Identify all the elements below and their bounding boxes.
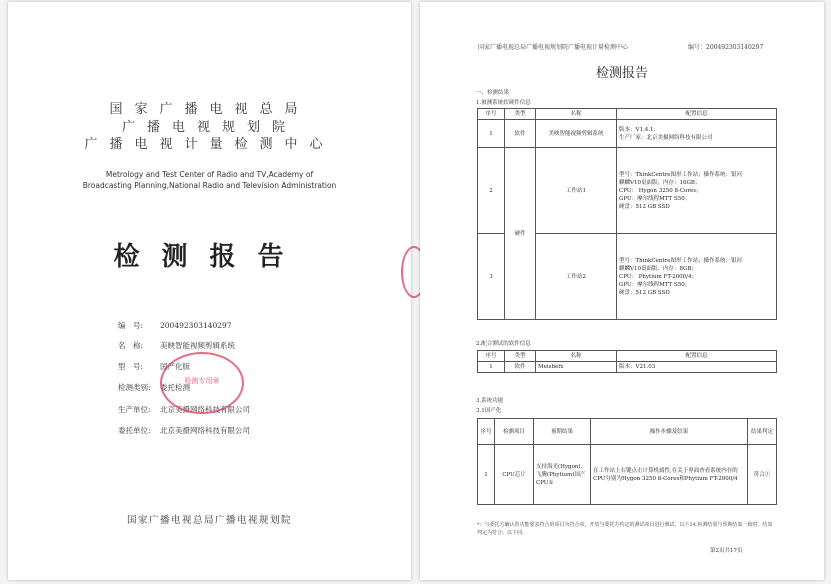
section-support-sw: 2.配合测试的软件信息	[476, 341, 531, 347]
report-title: 检测报告	[595, 66, 648, 81]
field-model: 型 号: 国产化版	[118, 362, 190, 371]
org-line-1: 国家广播电视总局	[109, 102, 310, 117]
section-hw-sw-info: 1.被测系统软硬件信息	[476, 100, 531, 106]
section-functions: 3.系统功能	[476, 398, 504, 404]
field-client: 委托单位: 北京美摄网络科技有限公司	[118, 426, 250, 435]
table-row: 1 软件 美映智能视频剪辑系统 版本：V1.4.1； 生产厂家：北京美摄网络科技有限公司	[478, 120, 777, 148]
official-seal: 检测专用章	[160, 352, 244, 414]
org-line-2: 广播电视规划院	[121, 120, 297, 135]
footnote: *：与委托方确认的功能要求符合的项目为符合项，开放与委托方约定的测试项目进行测试，以下14.检测结果与预期结果一致时，结果判定为符合；以下同。	[477, 522, 773, 536]
page-number: 第2页共17页	[710, 548, 743, 554]
table-hw-sw	[477, 108, 777, 320]
table-header-row: 序号 检测项目 预期结果 操作步骤及结果 结果判定	[478, 419, 777, 445]
english-org-line-1: Metrology and Test Center of Radio and TV,Academy of	[105, 170, 314, 179]
header-number: 编号：200492303140297	[688, 44, 764, 51]
table-row: 1 软件 Meishe​fx 版本：V21.03	[478, 362, 777, 373]
table-row: 1 CPU芯片 支持海光(Hygon)、飞腾(Phytium)国产CPU① 在工作站上右键点击计算机属性,在关于界面查看系统内存的CPU分别为Hygon 3250 8-Cores和Phytium FT-2000/4 符合①	[478, 445, 777, 505]
table-row: 3 工作站2 型号：ThinkCentre图形工作站；操作系统：银河 麒麟V10桌面版；内存：8GB； CPU： Phytium FT-2000/4； GPU：摩尔线程MTT S50； 硬盘：512 GB SSD	[478, 234, 777, 320]
cover-title: 检测报告	[113, 242, 306, 272]
header-org: 国家广播电视总局广播电视规划院广播电视计量检测中心	[478, 44, 629, 51]
table-header-row: 序号 类型 名称 配置信息	[478, 109, 777, 120]
table-support-sw	[477, 350, 777, 373]
field-test-category: 检测类别: 委托检测	[118, 383, 190, 392]
field-manufacturer: 生产单位: 北京美摄网络科技有限公司	[118, 405, 250, 414]
cover-footer: 国家广播电视总局广播电视规划院	[126, 515, 292, 526]
section-results: 一、检测结果	[476, 90, 510, 96]
section-localization: 3.1国产化	[476, 408, 502, 414]
org-line-3: 广播电视计量检测中心	[84, 137, 335, 152]
cover-page	[8, 2, 411, 580]
english-org-line-2: Broadcasting Planning,National Radio and Television Administration	[82, 181, 337, 190]
field-name: 名 称: 美映智能视频剪辑系统	[118, 341, 235, 350]
table-row: 2 硬件 工作站1 型号：ThinkCentre图形工作站；操作系统：银河 麒麟V10桌面版；内存：16GB； CPU： Hygon 3250 8-Cores； GPU：摩尔线程MTT S50； 硬盘：512 GB SSD	[478, 148, 777, 234]
table-localization	[477, 418, 777, 505]
field-number: 编 号: 200492303140297	[118, 321, 232, 330]
report-page	[420, 2, 824, 580]
table-header-row: 序号 类型 名称 配置信息	[478, 351, 777, 362]
